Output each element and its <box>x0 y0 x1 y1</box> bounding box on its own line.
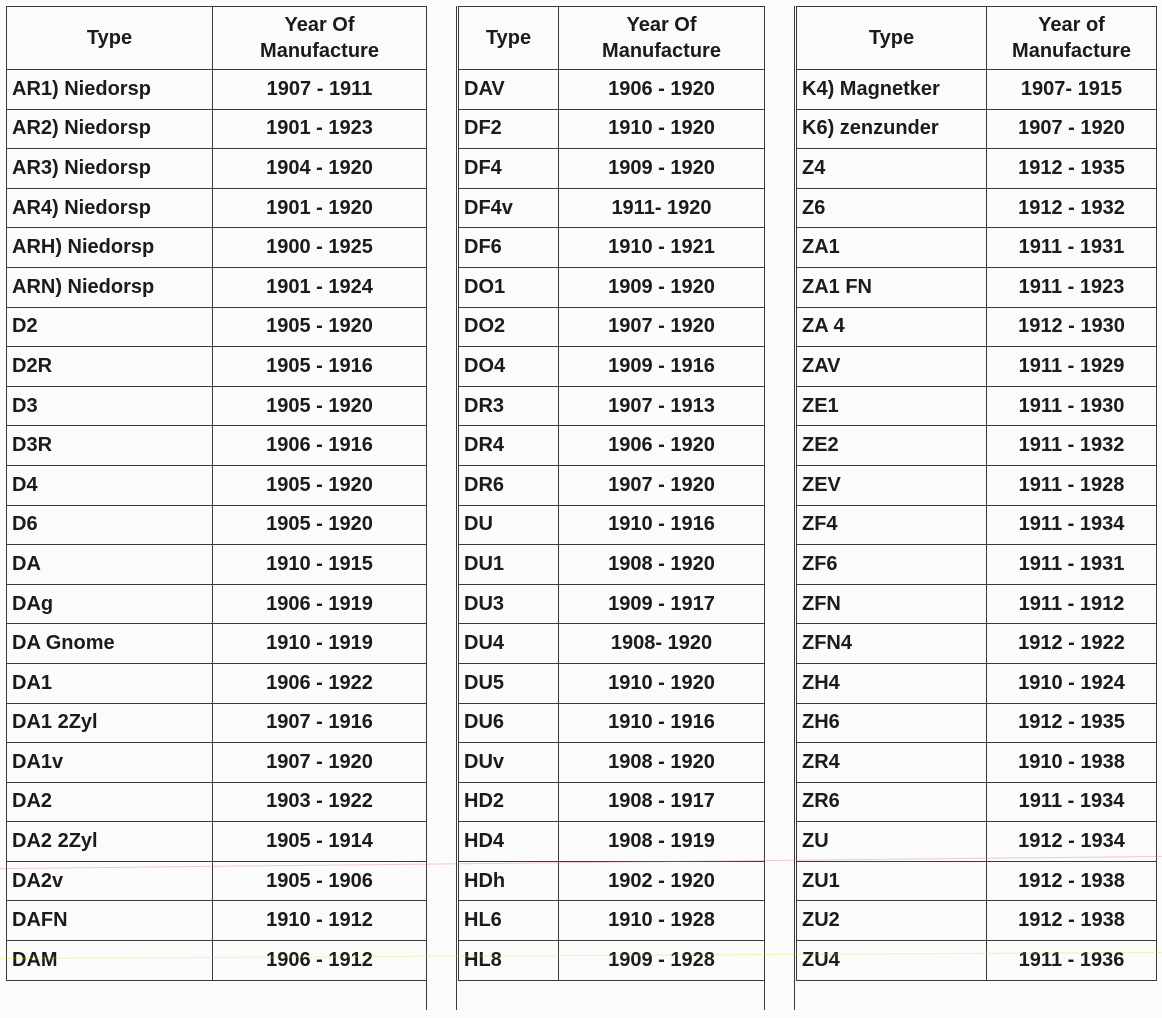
type-cell: D3R <box>7 426 213 466</box>
year-cell: 1909 - 1917 <box>559 584 765 624</box>
table-row <box>459 307 765 347</box>
year-cell: 1907 - 1916 <box>213 703 427 743</box>
type-cell: DAV <box>459 70 559 110</box>
header-row <box>459 7 765 70</box>
table-row <box>459 70 765 110</box>
year-cell: 1904 - 1920 <box>213 149 427 189</box>
type-cell: AR4) Niedorsp <box>7 188 213 228</box>
type-cell: AR3) Niedorsp <box>7 149 213 189</box>
table-row <box>459 426 765 466</box>
type-cell: DA2v <box>7 861 213 901</box>
table-row <box>459 267 765 307</box>
type-cell: DA2 2Zyl <box>7 822 213 862</box>
table-row <box>7 228 427 268</box>
year-cell: 1908 - 1920 <box>559 743 765 783</box>
table-row <box>459 663 765 703</box>
type-cell: ZR4 <box>797 743 987 783</box>
year-cell: 1911 - 1923 <box>987 267 1157 307</box>
year-cell: 1905 - 1906 <box>213 861 427 901</box>
table-row <box>459 505 765 545</box>
year-header-text: Year Of Manufacture <box>260 14 379 62</box>
type-cell: DU1 <box>459 545 559 585</box>
year-cell: 1905 - 1920 <box>213 505 427 545</box>
year-cell: 1911 - 1932 <box>987 426 1157 466</box>
year-cell: 1911 - 1931 <box>987 545 1157 585</box>
table-row <box>7 703 427 743</box>
table-row <box>797 505 1157 545</box>
year-header-text: Year of Manufacture <box>1012 14 1131 62</box>
table-row <box>7 584 427 624</box>
table-row <box>7 941 427 981</box>
type-header: Type <box>797 7 987 70</box>
type-cell: DA1v <box>7 743 213 783</box>
type-cell: ARH) Niedorsp <box>7 228 213 268</box>
year-cell: 1912 - 1922 <box>987 624 1157 664</box>
year-cell: 1907- 1915 <box>987 70 1157 110</box>
column-gap <box>426 6 457 1010</box>
year-cell: 1910 - 1938 <box>987 743 1157 783</box>
type-cell: DAFN <box>7 901 213 941</box>
type-cell: ZA1 <box>797 228 987 268</box>
year-cell: 1908 - 1919 <box>559 822 765 862</box>
table-column-2 <box>458 6 765 981</box>
table-row <box>797 941 1157 981</box>
type-cell: DO4 <box>459 347 559 387</box>
table-row <box>7 624 427 664</box>
table-row <box>7 267 427 307</box>
table-row <box>797 386 1157 426</box>
year-cell: 1912 - 1938 <box>987 901 1157 941</box>
table-row <box>459 782 765 822</box>
type-cell: ZA1 FN <box>797 267 987 307</box>
type-cell: D4 <box>7 465 213 505</box>
type-cell: ZFN4 <box>797 624 987 664</box>
table-row <box>7 188 427 228</box>
type-cell: D6 <box>7 505 213 545</box>
year-cell: 1912 - 1932 <box>987 188 1157 228</box>
year-cell: 1911 - 1929 <box>987 347 1157 387</box>
year-cell: 1908 - 1920 <box>559 545 765 585</box>
table-row <box>797 663 1157 703</box>
table-row <box>459 703 765 743</box>
type-cell: DA2 <box>7 782 213 822</box>
year-cell: 1912 - 1935 <box>987 703 1157 743</box>
type-cell: ZU4 <box>797 941 987 981</box>
year-cell: 1901 - 1924 <box>213 267 427 307</box>
table-row <box>459 188 765 228</box>
table-row <box>459 584 765 624</box>
year-cell: 1909 - 1920 <box>559 149 765 189</box>
table-row <box>797 347 1157 387</box>
table-row <box>797 584 1157 624</box>
table-row <box>797 901 1157 941</box>
year-cell: 1905 - 1920 <box>213 307 427 347</box>
type-cell: HL8 <box>459 941 559 981</box>
table-row <box>7 307 427 347</box>
type-cell: ZF6 <box>797 545 987 585</box>
table-row <box>459 901 765 941</box>
table-row <box>459 228 765 268</box>
year-cell: 1905 - 1916 <box>213 347 427 387</box>
type-cell: DA1 <box>7 663 213 703</box>
table-row <box>7 505 427 545</box>
year-cell: 1912 - 1935 <box>987 149 1157 189</box>
table-row <box>7 465 427 505</box>
year-cell: 1903 - 1922 <box>213 782 427 822</box>
table-row <box>797 70 1157 110</box>
year-cell: 1911 - 1934 <box>987 782 1157 822</box>
year-cell: 1911 - 1936 <box>987 941 1157 981</box>
table-row <box>459 941 765 981</box>
year-cell: 1910 - 1920 <box>559 663 765 703</box>
type-cell: ZAV <box>797 347 987 387</box>
type-cell: DU <box>459 505 559 545</box>
type-cell: ZEV <box>797 465 987 505</box>
year-cell: 1906 - 1912 <box>213 941 427 981</box>
year-cell: 1910 - 1920 <box>559 109 765 149</box>
type-cell: HL6 <box>459 901 559 941</box>
table-row <box>459 624 765 664</box>
year-cell: 1902 - 1920 <box>559 861 765 901</box>
year-cell: 1901 - 1920 <box>213 188 427 228</box>
type-cell: DF4v <box>459 188 559 228</box>
header-row <box>797 7 1157 70</box>
type-cell: ZFN <box>797 584 987 624</box>
table-row <box>459 465 765 505</box>
year-header <box>213 7 427 70</box>
type-cell: DO1 <box>459 267 559 307</box>
year-header-text: Year Of Manufacture <box>602 14 721 62</box>
table-row <box>797 703 1157 743</box>
year-cell: 1910 - 1916 <box>559 505 765 545</box>
type-cell: DF2 <box>459 109 559 149</box>
year-cell: 1906 - 1916 <box>213 426 427 466</box>
type-cell: DR4 <box>459 426 559 466</box>
table-row <box>7 149 427 189</box>
year-cell: 1911- 1920 <box>559 188 765 228</box>
type-cell: AR2) Niedorsp <box>7 109 213 149</box>
year-cell: 1910 - 1928 <box>559 901 765 941</box>
year-cell: 1912 - 1930 <box>987 307 1157 347</box>
table-row <box>459 386 765 426</box>
type-cell: ZR6 <box>797 782 987 822</box>
type-cell: DA1 2Zyl <box>7 703 213 743</box>
type-cell: HDh <box>459 861 559 901</box>
table-row <box>459 149 765 189</box>
table-row <box>797 624 1157 664</box>
table-row <box>797 109 1157 149</box>
type-cell: ZU2 <box>797 901 987 941</box>
table-row <box>459 545 765 585</box>
type-cell: DF6 <box>459 228 559 268</box>
year-cell: 1911 - 1912 <box>987 584 1157 624</box>
year-cell: 1912 - 1938 <box>987 861 1157 901</box>
type-cell: ZH4 <box>797 663 987 703</box>
year-cell: 1906 - 1922 <box>213 663 427 703</box>
type-cell: DU6 <box>459 703 559 743</box>
type-cell: DU5 <box>459 663 559 703</box>
type-header: Type <box>459 7 559 70</box>
year-cell: 1907 - 1920 <box>213 743 427 783</box>
table-row <box>459 347 765 387</box>
year-cell: 1910 - 1924 <box>987 663 1157 703</box>
year-cell: 1906 - 1920 <box>559 70 765 110</box>
type-cell: K4) Magnetker <box>797 70 987 110</box>
year-cell: 1907 - 1920 <box>559 307 765 347</box>
year-cell: 1907 - 1913 <box>559 386 765 426</box>
type-cell: Z4 <box>797 149 987 189</box>
year-cell: 1906 - 1919 <box>213 584 427 624</box>
year-cell: 1907 - 1911 <box>213 70 427 110</box>
type-cell: HD4 <box>459 822 559 862</box>
table-row <box>797 228 1157 268</box>
year-cell: 1910 - 1921 <box>559 228 765 268</box>
table-row <box>7 545 427 585</box>
table-row <box>797 307 1157 347</box>
table-row <box>7 70 427 110</box>
type-cell: Z6 <box>797 188 987 228</box>
year-cell: 1911 - 1928 <box>987 465 1157 505</box>
type-cell: ZE1 <box>797 386 987 426</box>
table-row <box>7 901 427 941</box>
type-cell: AR1) Niedorsp <box>7 70 213 110</box>
year-cell: 1911 - 1934 <box>987 505 1157 545</box>
table-row <box>7 347 427 387</box>
type-cell: K6) zenzunder <box>797 109 987 149</box>
type-header: Type <box>7 7 213 70</box>
year-cell: 1907 - 1920 <box>987 109 1157 149</box>
year-cell: 1900 - 1925 <box>213 228 427 268</box>
year-cell: 1910 - 1915 <box>213 545 427 585</box>
type-cell: DA <box>7 545 213 585</box>
year-cell: 1901 - 1923 <box>213 109 427 149</box>
type-cell: D2 <box>7 307 213 347</box>
year-cell: 1905 - 1920 <box>213 386 427 426</box>
table-row <box>797 861 1157 901</box>
header-row <box>7 7 427 70</box>
table-row <box>797 188 1157 228</box>
year-cell: 1909 - 1920 <box>559 267 765 307</box>
table-row <box>797 822 1157 862</box>
type-cell: DR6 <box>459 465 559 505</box>
type-cell: HD2 <box>459 782 559 822</box>
table-row <box>459 109 765 149</box>
type-cell: ZA 4 <box>797 307 987 347</box>
year-cell: 1906 - 1920 <box>559 426 765 466</box>
year-header <box>559 7 765 70</box>
type-cell: DAM <box>7 941 213 981</box>
year-cell: 1905 - 1920 <box>213 465 427 505</box>
type-cell: ZH6 <box>797 703 987 743</box>
type-cell: D2R <box>7 347 213 387</box>
type-cell: ARN) Niedorsp <box>7 267 213 307</box>
type-cell: DU4 <box>459 624 559 664</box>
table-row <box>7 782 427 822</box>
year-cell: 1910 - 1916 <box>559 703 765 743</box>
type-cell: ZU1 <box>797 861 987 901</box>
table-row <box>7 426 427 466</box>
year-cell: 1910 - 1912 <box>213 901 427 941</box>
year-cell: 1909 - 1928 <box>559 941 765 981</box>
table-row <box>7 109 427 149</box>
type-cell: D3 <box>7 386 213 426</box>
table-row <box>459 743 765 783</box>
table-row <box>797 267 1157 307</box>
year-cell: 1905 - 1914 <box>213 822 427 862</box>
table-row <box>797 465 1157 505</box>
type-cell: DUv <box>459 743 559 783</box>
table-column-1 <box>6 6 427 981</box>
year-cell: 1909 - 1916 <box>559 347 765 387</box>
type-cell: ZF4 <box>797 505 987 545</box>
table-row <box>459 822 765 862</box>
year-header <box>987 7 1157 70</box>
table-row <box>7 386 427 426</box>
type-cell: DF4 <box>459 149 559 189</box>
table-row <box>7 822 427 862</box>
table-row <box>797 782 1157 822</box>
table-row <box>7 743 427 783</box>
table-row <box>797 743 1157 783</box>
table-row <box>7 663 427 703</box>
type-cell: DU3 <box>459 584 559 624</box>
year-cell: 1912 - 1934 <box>987 822 1157 862</box>
type-cell: DA Gnome <box>7 624 213 664</box>
year-cell: 1908- 1920 <box>559 624 765 664</box>
type-cell: DAg <box>7 584 213 624</box>
type-cell: DR3 <box>459 386 559 426</box>
year-cell: 1911 - 1930 <box>987 386 1157 426</box>
year-cell: 1911 - 1931 <box>987 228 1157 268</box>
table-row <box>797 545 1157 585</box>
type-cell: DO2 <box>459 307 559 347</box>
table-row <box>797 149 1157 189</box>
table-row <box>459 861 765 901</box>
year-cell: 1908 - 1917 <box>559 782 765 822</box>
table-column-3 <box>796 6 1157 981</box>
year-cell: 1910 - 1919 <box>213 624 427 664</box>
type-cell: ZU <box>797 822 987 862</box>
year-cell: 1907 - 1920 <box>559 465 765 505</box>
type-cell: ZE2 <box>797 426 987 466</box>
table-row <box>797 426 1157 466</box>
